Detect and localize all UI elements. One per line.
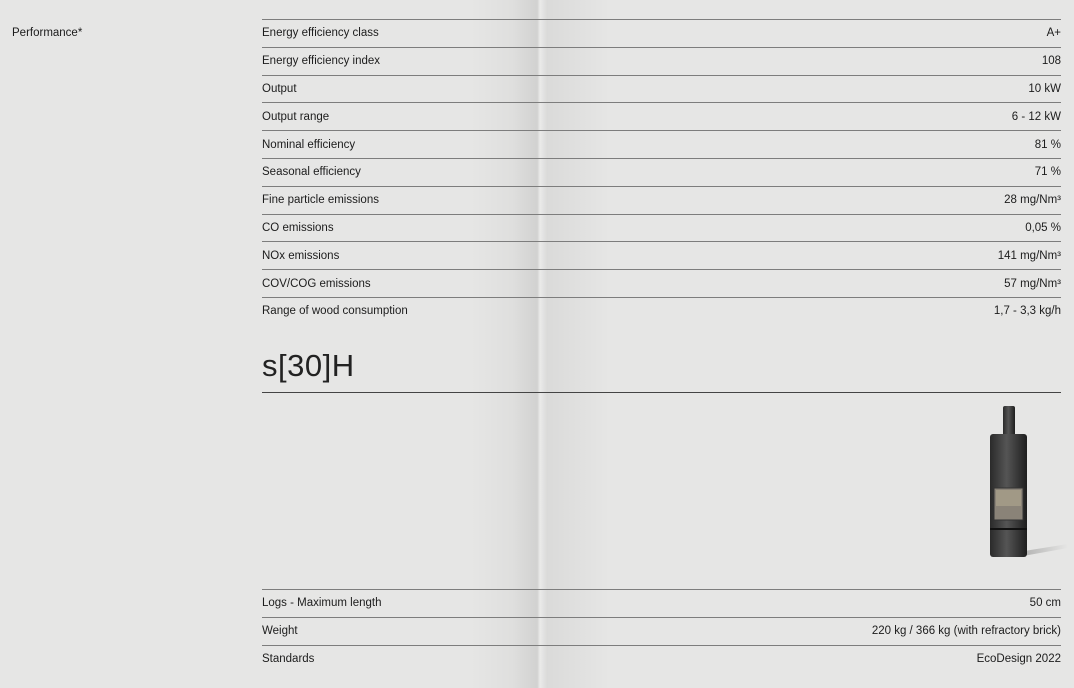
table-row (262, 130, 1061, 158)
model-title: s[30]H (262, 348, 355, 383)
row-label: Logs - Maximum length (262, 597, 382, 610)
row-value: 57 mg/Nm³ (1004, 277, 1061, 290)
spec-table (262, 589, 1061, 672)
row-value: 6 - 12 kW (1011, 110, 1061, 123)
table-row (262, 186, 1061, 214)
row-label: Fine particle emissions (262, 194, 379, 207)
row-value: 141 mg/Nm³ (997, 249, 1061, 262)
row-label: CO emissions (262, 221, 334, 234)
table-row (262, 617, 1061, 645)
row-value: 108 (1041, 55, 1061, 68)
row-label: Seasonal efficiency (262, 166, 361, 179)
row-value: 28 mg/Nm³ (1004, 194, 1061, 207)
table-row (262, 269, 1061, 297)
table-row (262, 158, 1061, 186)
row-label: Output range (262, 110, 330, 123)
row-value: EcoDesign 2022 (976, 652, 1061, 665)
row-label: NOx emissions (262, 249, 340, 262)
row-value: A+ (1046, 27, 1061, 40)
row-label: Nominal efficiency (262, 138, 356, 151)
section-label-performance: Performance* (12, 27, 83, 39)
row-value: 220 kg / 366 kg (with refractory brick) (871, 625, 1061, 638)
stove-product-image (968, 404, 1068, 564)
table-row (262, 297, 1061, 325)
row-label: Weight (262, 625, 298, 638)
row-label: Energy efficiency index (262, 55, 381, 68)
row-label: COV/COG emissions (262, 277, 371, 290)
row-value: 71 % (1034, 166, 1061, 179)
table-row (262, 241, 1061, 269)
performance-table (262, 19, 1061, 325)
row-label: Range of wood consumption (262, 305, 408, 318)
title-divider (262, 392, 1061, 393)
table-row (262, 645, 1061, 673)
row-value: 81 % (1034, 138, 1061, 151)
table-row (262, 19, 1061, 47)
row-label: Standards (262, 652, 315, 665)
table-row (262, 47, 1061, 75)
row-label: Energy efficiency class (262, 27, 379, 40)
table-row (262, 102, 1061, 130)
row-value: 50 cm (1029, 597, 1061, 610)
table-row (262, 589, 1061, 617)
table-row (262, 75, 1061, 103)
row-value: 0,05 % (1025, 221, 1061, 234)
row-value: 10 kW (1028, 82, 1061, 95)
row-label: Output (262, 82, 297, 95)
row-value: 1,7 - 3,3 kg/h (993, 305, 1061, 318)
table-row (262, 214, 1061, 242)
